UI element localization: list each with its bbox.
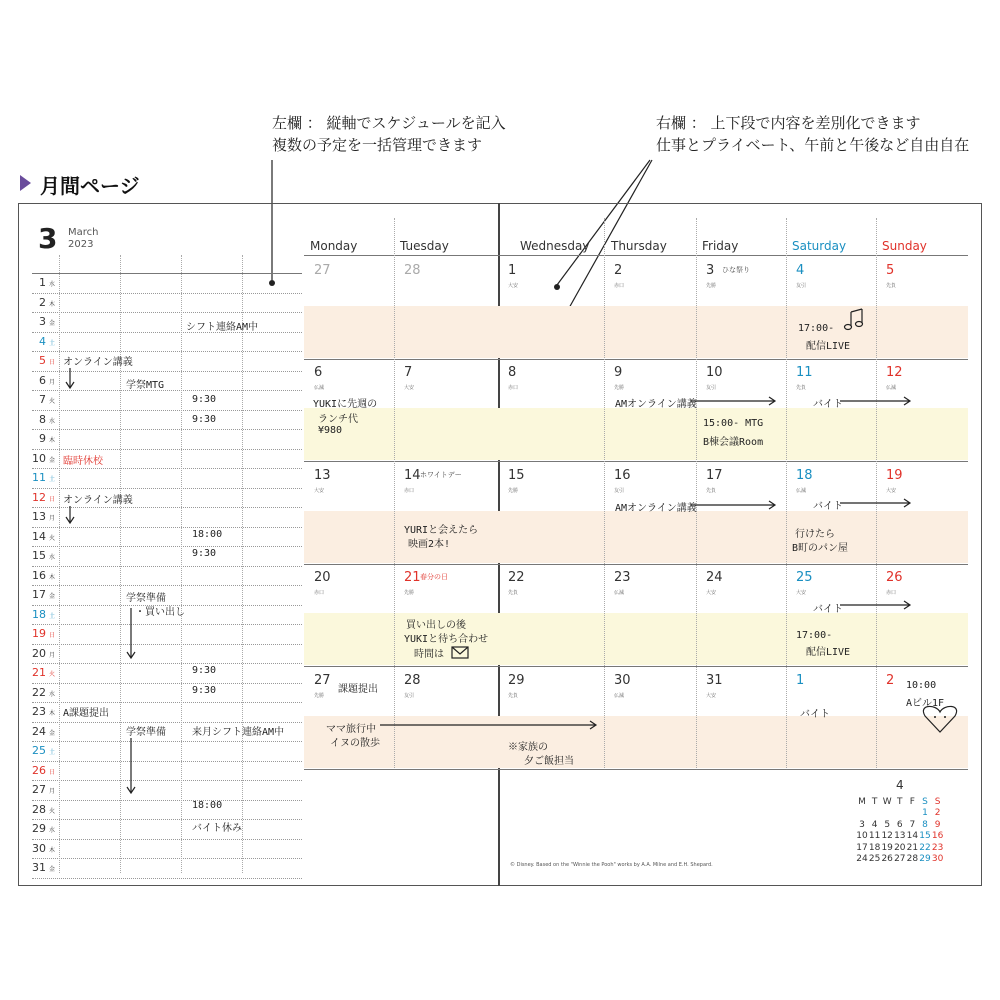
weekday-header: Wednesday [520, 239, 590, 253]
row-day-number: 18 [32, 607, 46, 621]
mini-calendar-day: 27 [894, 854, 906, 864]
rokuyo-label: 仏滅 [614, 693, 625, 699]
row-weekday: 木 [49, 300, 56, 308]
row-day-number: 23 [32, 705, 46, 718]
row-weekday: 火 [49, 534, 56, 542]
rokuyo-label: 先勝 [614, 385, 625, 391]
mini-calendar-day: 24 [856, 854, 868, 864]
row-day-number: 11 [32, 471, 46, 484]
rokuyo-label: 赤口 [508, 385, 519, 391]
row-weekday: 火 [49, 398, 56, 405]
row-day-number: 8 [39, 412, 46, 426]
row-weekday: 木 [49, 437, 56, 444]
day-number: 22 [508, 570, 525, 585]
note: 18:00 [192, 529, 223, 540]
note: YUKIに先週の [313, 399, 378, 410]
note: 臨時休校 [63, 456, 103, 467]
mini-calendar-day: 16 [931, 831, 944, 842]
note: シフト連絡AM中 [186, 322, 259, 333]
rokuyo-label: 仏滅 [314, 385, 325, 391]
day-number: 27 [314, 673, 331, 688]
left-annotation-line2: 複数の予定を一括管理できます [272, 136, 483, 154]
weekday-header: Saturday [792, 239, 847, 253]
mini-calendar-header: S [934, 797, 941, 807]
note: イヌの散歩 [330, 738, 380, 749]
day-number: 14 [404, 468, 421, 483]
note: 10:00 [906, 680, 937, 691]
rokuyo-label: 大安 [404, 385, 415, 391]
row-day-number: 22 [32, 685, 46, 699]
row-day-number: 25 [32, 744, 46, 757]
mini-calendar-day: 15 [919, 831, 931, 842]
note: ¥980 [318, 425, 343, 436]
rokuyo-label: 赤口 [614, 283, 625, 289]
note: 夕ご飯担当 [524, 756, 574, 767]
mini-calendar-day: 22 [919, 842, 931, 853]
mini-calendar-day: 17 [856, 842, 868, 853]
rokuyo-label: 友引 [404, 693, 415, 699]
mini-calendar-day: 28 [906, 854, 919, 864]
row-day-number: 24 [32, 724, 46, 738]
rokuyo-label: 先勝 [706, 283, 717, 289]
note: バイト [800, 709, 830, 720]
row-day-number: 2 [39, 295, 46, 309]
rokuyo-label: 友引 [706, 385, 717, 391]
note: YURIと会えたら [404, 525, 479, 536]
day-number: 20 [314, 570, 331, 585]
row-weekday: 木 [49, 710, 56, 717]
mini-calendar-day: 10 [856, 831, 868, 842]
day-number: 18 [796, 468, 813, 483]
day-number: 25 [796, 570, 813, 585]
right-annotation-line1: 右欄 ： 上下段で内容を差別化できます [656, 114, 921, 132]
rokuyo-label: 赤口 [314, 590, 325, 596]
note: 9:30 [192, 394, 217, 405]
mini-calendar-day: 26 [881, 854, 893, 864]
row-day-number: 15 [32, 549, 46, 562]
mini-calendar-header: M [858, 797, 866, 807]
row-weekday: 水 [49, 417, 56, 425]
note: 17:00- [798, 323, 835, 334]
note: YUKIと待ち合わせ [404, 634, 489, 645]
weekday-header: Sunday [882, 239, 927, 253]
row-day-number: 1 [39, 276, 46, 289]
row-day-number: 30 [32, 841, 46, 855]
month-name: March [68, 227, 99, 238]
row-weekday: 金 [49, 593, 56, 600]
row-day-number: 19 [32, 627, 46, 640]
row-day-number: 6 [39, 373, 46, 387]
rokuyo-label: 先勝 [314, 693, 325, 699]
rokuyo-label: 先負 [886, 283, 897, 289]
month-number: 3 [38, 222, 58, 255]
rokuyo-label: 先負 [796, 385, 807, 391]
row-weekday: 土 [49, 612, 56, 620]
row-day-number: 27 [32, 783, 46, 796]
mini-calendar-day: 3 [859, 819, 865, 830]
note: 9:30 [192, 548, 217, 559]
row-weekday: 金 [49, 866, 56, 873]
day-number: 6 [314, 365, 323, 380]
day-number: 9 [614, 365, 623, 380]
note: ※家族の [508, 742, 548, 753]
day-number: 13 [314, 468, 331, 483]
row-weekday: 土 [49, 749, 56, 756]
note: 配信LIVE [806, 647, 851, 658]
day-number: 5 [886, 263, 895, 278]
row-day-number: 16 [32, 568, 46, 582]
copyright: © Disney. Based on the "Winnie the Pooh" works by A.A. Milne and E.H. Shepard. [510, 862, 713, 868]
row-weekday: 月 [49, 788, 56, 795]
day-number: 28 [404, 263, 421, 278]
note: バイト休み [192, 823, 242, 834]
mini-calendar-header: F [909, 797, 915, 807]
rokuyo-label: 大安 [314, 488, 325, 494]
day-number: 21 [404, 570, 421, 585]
day-number: 28 [404, 673, 421, 688]
note: バイト [813, 604, 843, 615]
row-weekday: 土 [49, 339, 56, 347]
mini-calendar-day: 29 [919, 854, 931, 864]
row-weekday: 月 [49, 378, 56, 386]
rokuyo-label: 先負 [508, 590, 519, 596]
holiday-label: ひな祭り [722, 266, 750, 274]
rokuyo-label: 友引 [614, 488, 625, 494]
day-number: 3 [706, 263, 715, 278]
note: 学祭MTG [126, 380, 165, 391]
note: 行けたら [795, 529, 835, 540]
day-number: 29 [508, 673, 525, 688]
note: 配信LIVE [806, 341, 851, 352]
mini-calendar-header: S [922, 797, 928, 807]
day-number: 7 [404, 365, 413, 380]
row-day-number: 28 [32, 802, 46, 816]
row-weekday: 水 [49, 281, 56, 288]
row-day-number: 10 [32, 451, 46, 465]
mini-calendar-day: 7 [909, 819, 916, 830]
rokuyo-label: 大安 [508, 283, 519, 289]
day-number: 2 [886, 673, 895, 688]
row-weekday: 月 [49, 515, 56, 522]
rokuyo-label: 先負 [508, 693, 519, 699]
note: 17:00- [796, 630, 833, 641]
rokuyo-label: 大安 [886, 488, 897, 494]
weekday-header: Thursday [611, 239, 667, 253]
rokuyo-label: 先勝 [404, 590, 415, 596]
weekday-header: Friday [702, 239, 739, 253]
mini-calendar-day: 21 [906, 842, 919, 853]
note: 9:30 [192, 665, 217, 676]
day-number: 15 [508, 468, 525, 483]
mini-calendar-day: 30 [931, 854, 944, 864]
rokuyo-label: 大安 [706, 693, 717, 699]
day-number: 24 [706, 570, 723, 585]
row-weekday: 木 [49, 846, 56, 854]
row-day-number: 31 [32, 861, 46, 874]
mini-calendar-day: 5 [884, 819, 891, 830]
note: ランチ代 [318, 414, 358, 425]
mini-calendar-day: 8 [922, 819, 928, 830]
day-number: 1 [796, 673, 805, 688]
row-day-number: 17 [32, 588, 46, 601]
mini-calendar-day: 11 [868, 831, 881, 842]
note: 18:00 [192, 800, 223, 811]
day-number: 17 [706, 468, 723, 483]
day-number: 31 [706, 673, 723, 688]
row-day-number: 13 [32, 510, 46, 523]
day-number: 30 [614, 673, 631, 688]
holiday-label: ホワイトデー [420, 471, 462, 479]
mini-calendar-day: 1 [922, 808, 928, 819]
note: 15:00- MTG [703, 418, 764, 429]
day-number: 8 [508, 365, 517, 380]
row-day-number: 5 [39, 354, 46, 367]
row-weekday: 火 [49, 807, 56, 815]
row-day-number: 20 [32, 646, 46, 660]
mini-calendar-day: 4 [871, 819, 878, 830]
row-day-number: 9 [39, 432, 46, 445]
row-weekday: 金 [49, 729, 56, 737]
note: B町のパン屋 [792, 543, 849, 554]
row-weekday: 日 [49, 359, 56, 366]
note: 時間は [414, 649, 444, 660]
note: AMオンライン講義 [615, 503, 697, 514]
mini-calendar-day: 25 [868, 854, 881, 864]
rokuyo-label: 先勝 [508, 488, 519, 494]
note: 買い出しの後 [406, 620, 466, 631]
row-day-number: 14 [32, 529, 46, 543]
day-number: 4 [796, 263, 805, 278]
right-annotation-line2: 仕事とプライベート、午前と午後など自由自在 [656, 136, 970, 154]
mini-calendar-day: 12 [881, 831, 893, 842]
note: AMオンライン講義 [615, 399, 697, 410]
note: 9:30 [192, 685, 217, 696]
row-weekday: 土 [49, 476, 56, 483]
rokuyo-label: 赤口 [404, 488, 415, 494]
mini-calendar-day: 23 [931, 842, 944, 853]
mini-calendar-day: 14 [906, 831, 919, 842]
day-number: 1 [508, 263, 517, 278]
year: 2023 [68, 239, 94, 250]
note: バイト [813, 399, 843, 410]
day-number: 10 [706, 365, 723, 380]
mini-calendar-day: 20 [894, 842, 906, 853]
note: 学祭準備 [126, 727, 166, 738]
weekday-header: Monday [310, 239, 358, 253]
row-weekday: 火 [49, 671, 56, 678]
note: 来月シフト連絡AM中 [192, 727, 285, 738]
row-day-number: 29 [32, 822, 46, 835]
mini-calendar-month: 4 [896, 778, 904, 792]
rokuyo-label: 大安 [706, 590, 717, 596]
day-number: 2 [614, 263, 623, 278]
mini-calendar-day: 9 [934, 819, 941, 830]
row-weekday: 月 [49, 651, 56, 659]
rokuyo-label: 大安 [796, 590, 807, 596]
row-weekday: 水 [49, 554, 56, 561]
row-weekday: 金 [49, 320, 56, 327]
day-number: 11 [796, 365, 813, 380]
row-day-number: 21 [32, 666, 46, 679]
note: バイト [813, 501, 843, 512]
day-number: 27 [314, 263, 331, 278]
section-title: 月間ページ [40, 174, 140, 198]
row-day-number: 7 [39, 393, 46, 406]
left-annotation-line1: 左欄 ： 縦軸でスケジュールを記入 [272, 114, 506, 132]
row-weekday: 日 [49, 632, 56, 639]
row-weekday: 日 [49, 768, 56, 776]
mini-calendar-day: 2 [934, 808, 941, 819]
row-weekday: 金 [49, 456, 56, 464]
day-number: 23 [614, 570, 631, 585]
mini-calendar-day: 6 [896, 819, 903, 830]
note: オンライン講義 [63, 357, 133, 368]
row-weekday: 日 [49, 495, 56, 503]
mini-calendar-header: W [882, 797, 892, 807]
rokuyo-label: 仏滅 [796, 488, 807, 494]
note: 9:30 [192, 414, 217, 425]
mini-calendar-day: 13 [894, 831, 906, 842]
note: 映画2本! [408, 539, 451, 550]
row-day-number: 26 [32, 763, 46, 777]
mini-calendar-day: 19 [881, 842, 893, 853]
rokuyo-label: 仏滅 [614, 590, 625, 596]
day-number: 12 [886, 365, 903, 380]
row-day-number: 12 [32, 490, 46, 504]
row-day-number: 3 [39, 315, 46, 328]
row-weekday: 木 [49, 573, 56, 581]
note: B棟会議Room [703, 437, 764, 448]
note: Aビル1F [906, 698, 945, 709]
note: A課題提出 [63, 708, 110, 719]
mini-calendar-day: 18 [868, 842, 881, 853]
holiday-label: 春分の日 [420, 573, 448, 581]
rokuyo-label: 赤口 [886, 590, 897, 596]
rokuyo-label: 仏滅 [886, 385, 897, 391]
rokuyo-label: 先負 [706, 488, 717, 494]
day-number: 16 [614, 468, 631, 483]
note: 課題提出 [338, 684, 378, 695]
note: オンライン講義 [63, 495, 133, 506]
row-day-number: 4 [39, 334, 46, 348]
note: 学祭準備 [126, 593, 166, 604]
row-weekday: 水 [49, 827, 56, 834]
note: ママ旅行中 [326, 724, 376, 735]
row-weekday: 水 [49, 690, 56, 698]
rokuyo-label: 友引 [796, 283, 807, 289]
mini-calendar-header: T [871, 797, 878, 807]
day-number: 19 [886, 468, 903, 483]
day-number: 26 [886, 570, 903, 585]
weekday-header: Tuesday [400, 239, 449, 253]
mini-calendar-header: T [897, 797, 903, 807]
note: ・買い出し [135, 607, 185, 618]
